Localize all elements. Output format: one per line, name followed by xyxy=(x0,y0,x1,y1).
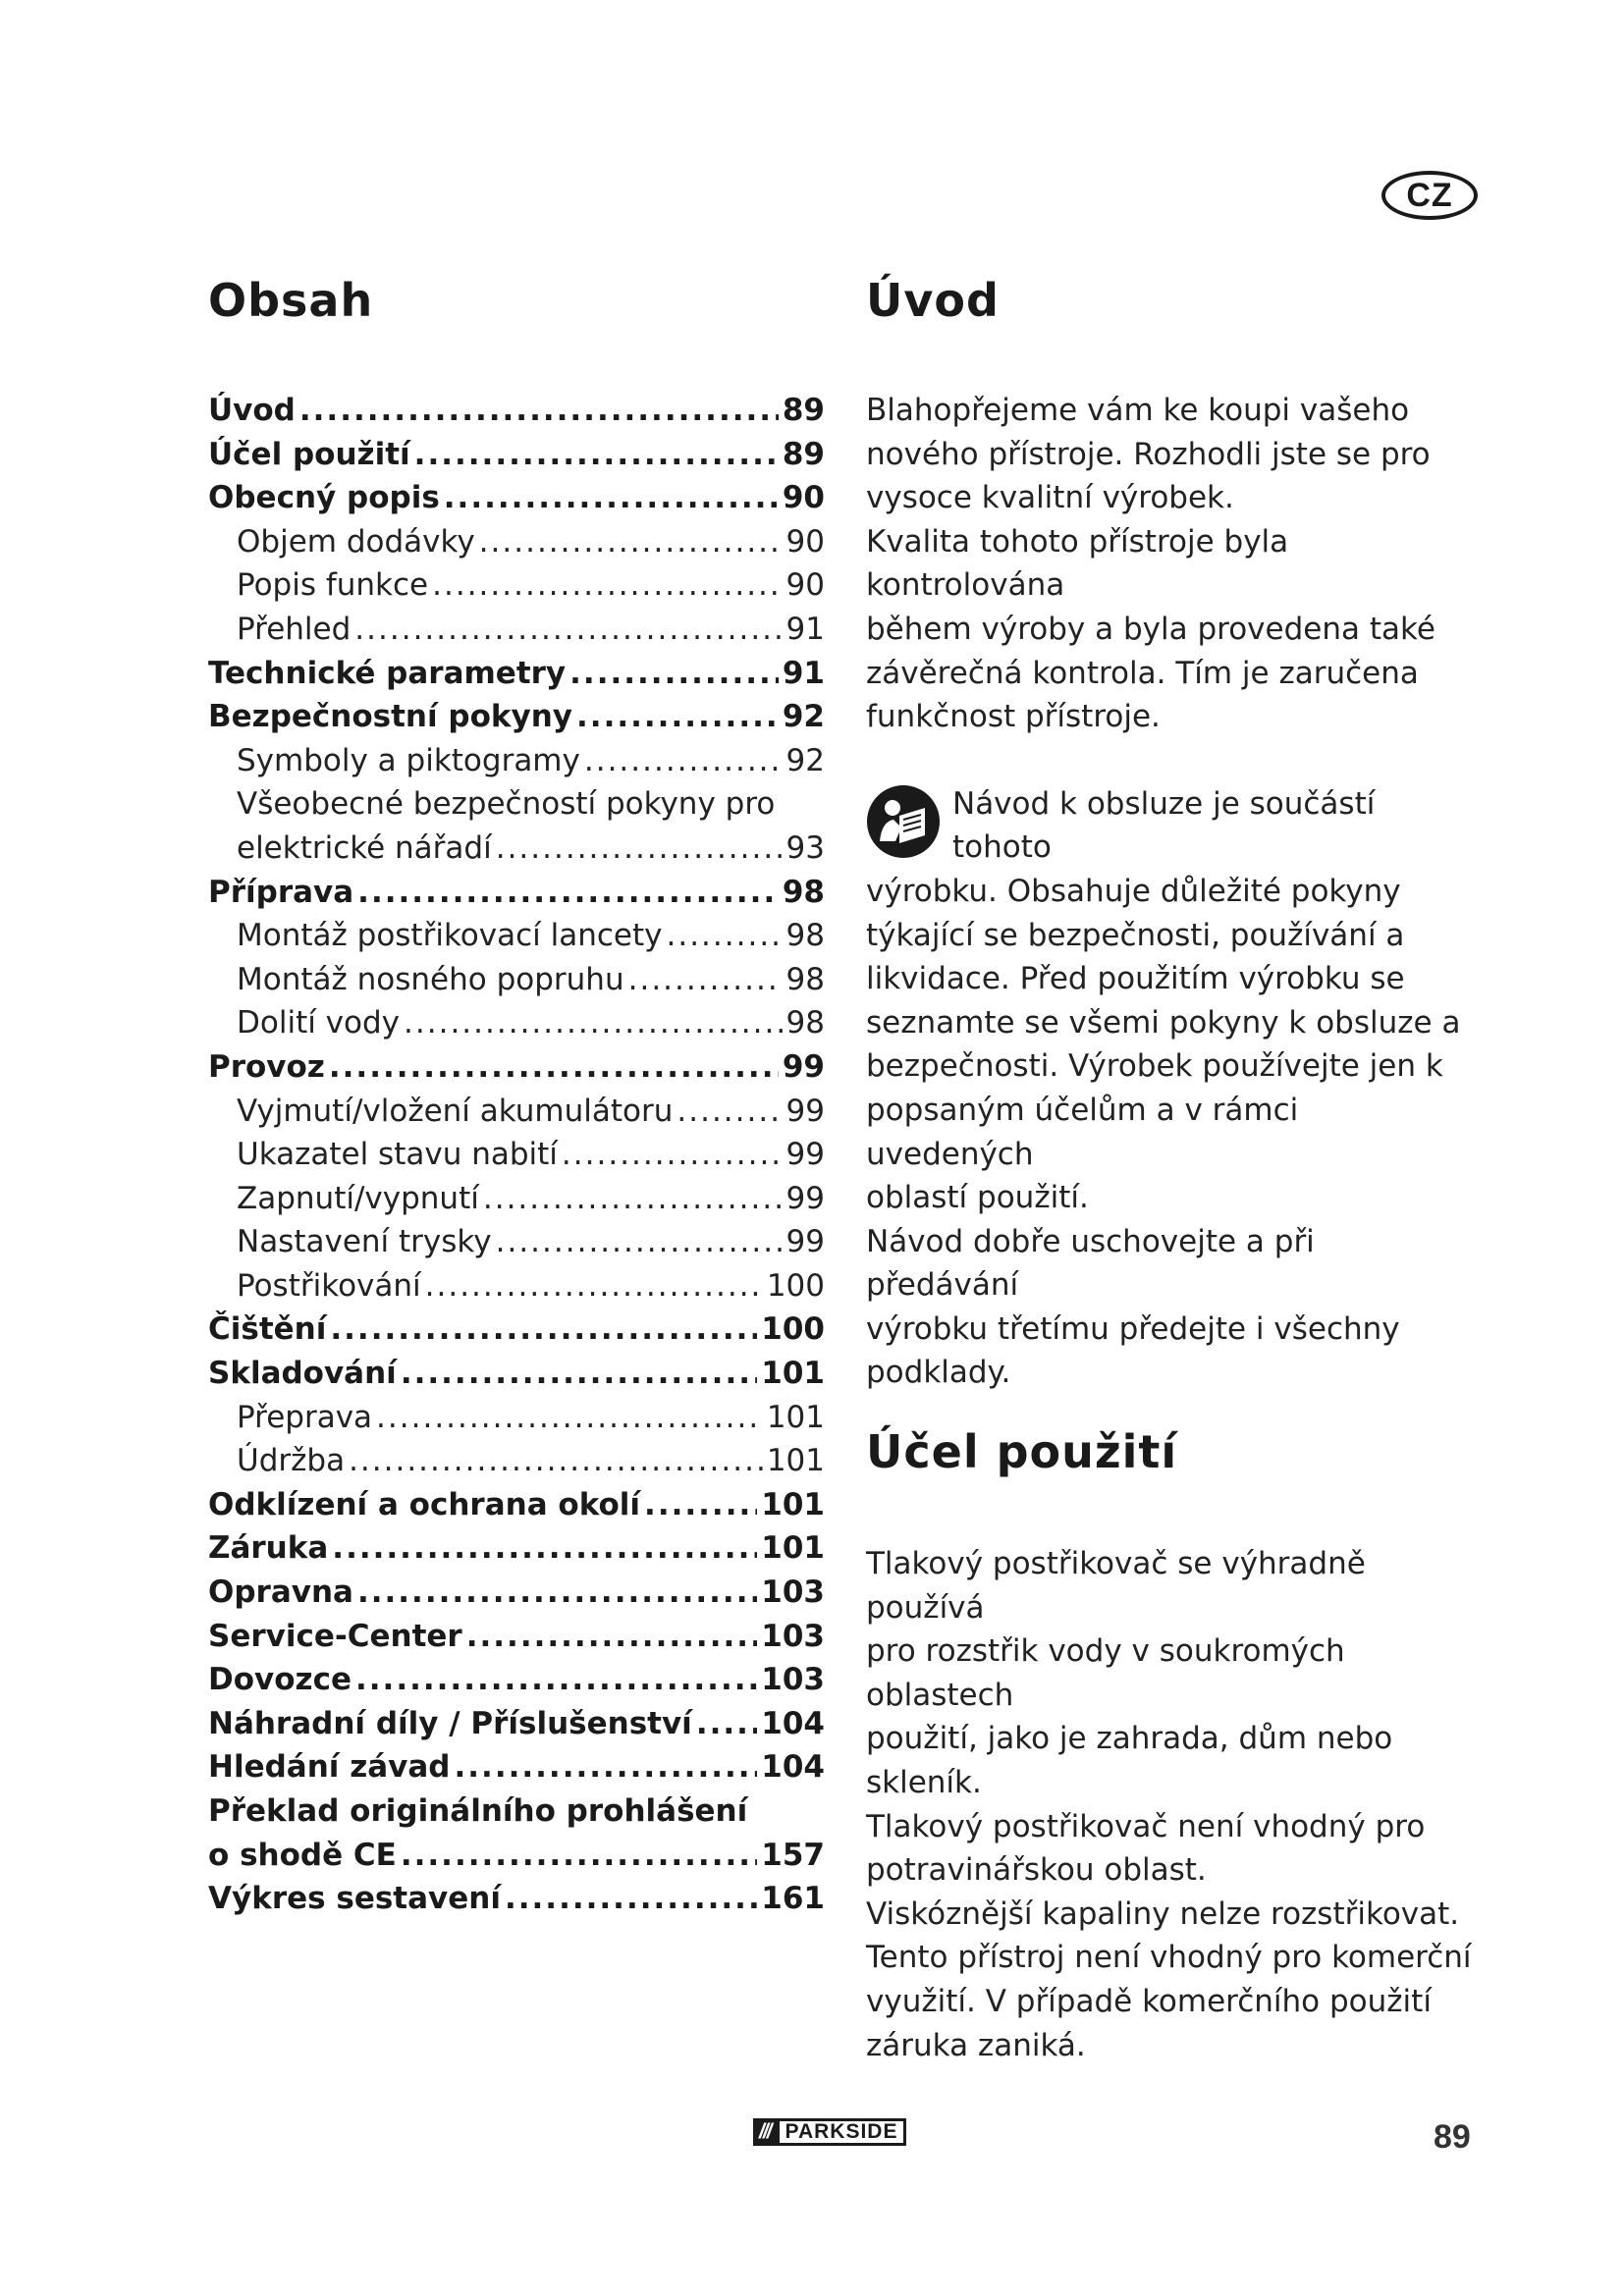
toc-entry xyxy=(208,1439,825,1483)
toc-entry-label: Obecný popis xyxy=(208,480,440,516)
toc-entry-label: Skladování xyxy=(208,1356,397,1392)
toc-leader-dots xyxy=(466,1615,758,1659)
purpose-line: využití. V případě komerčního použití xyxy=(866,1984,1432,2019)
toc-entry xyxy=(208,739,825,783)
toc-entry-label: Přehled xyxy=(237,611,352,647)
language-badge: CZ xyxy=(1381,171,1478,220)
toc-entry-page: 98 xyxy=(785,918,825,954)
toc-entry-label: Dolití vody xyxy=(237,1005,401,1041)
toc-leader-dots xyxy=(444,476,779,520)
toc-entry-label: Přeprava xyxy=(237,1399,373,1435)
toc-entry-page: 92 xyxy=(782,699,825,735)
toc-entry-label: Objem dodávky xyxy=(237,523,475,560)
toc-leader-dots xyxy=(349,1439,763,1483)
toc-entry xyxy=(208,827,825,871)
toc-entry xyxy=(208,520,825,564)
notice-line: likvidace. Před použitím výrobku se xyxy=(866,961,1405,997)
toc-leader-dots xyxy=(357,1571,757,1615)
toc-entry-label: elektrické nářadí xyxy=(237,829,492,866)
toc-leader-dots xyxy=(425,1264,763,1308)
toc-entry xyxy=(208,1834,825,1878)
toc-entry-page: 89 xyxy=(782,393,825,428)
notice-line: výrobku třetímu předejte i všechny podklady. xyxy=(866,1310,1400,1391)
toc-entry-page: 103 xyxy=(761,1662,825,1698)
toc-entry-label: Údržba xyxy=(237,1443,346,1479)
toc-leader-dots xyxy=(332,1526,757,1571)
intro-line: závěrečná kontrola. Tím je zaručena xyxy=(866,655,1419,691)
toc-column xyxy=(208,271,825,1921)
purpose-line: Viskóznější kapaliny nelze rozstřikovat. xyxy=(866,1896,1460,1932)
toc-entry-page: 99 xyxy=(785,1137,825,1173)
toc-entry-label: Popis funkce xyxy=(237,567,429,604)
toc-leader-dots xyxy=(483,1177,783,1221)
toc-entry-label: Výkres sestavení xyxy=(208,1881,501,1917)
toc-heading: Obsah xyxy=(208,274,374,327)
notice-line: Návod k obsluze je součástí tohoto xyxy=(952,785,1376,866)
page-number: 89 xyxy=(1434,2118,1471,2156)
toc-entry-label: Odklízení a ochrana okolí xyxy=(208,1486,641,1522)
toc-entry-label: Provoz xyxy=(208,1048,325,1085)
toc-leader-dots xyxy=(644,1483,757,1527)
toc-entry-page: 101 xyxy=(766,1399,825,1435)
toc-entry-page: 93 xyxy=(785,829,825,866)
toc-entry-page: 161 xyxy=(761,1881,825,1917)
toc-entry-label: o shodě CE xyxy=(208,1837,397,1873)
toc-entry xyxy=(208,1352,825,1396)
toc-entry-page: 98 xyxy=(785,1005,825,1041)
toc-entry xyxy=(208,1877,825,1921)
toc-entry-page: 91 xyxy=(782,655,825,691)
toc-leader-dots xyxy=(355,1658,757,1702)
toc-entry-page: 157 xyxy=(761,1837,825,1873)
toc-entry-label: Service-Center xyxy=(208,1618,462,1654)
toc-entry xyxy=(208,1220,825,1264)
toc-entry-label: Montáž nosného popruhu xyxy=(237,961,624,997)
toc-entry-label: Záruka xyxy=(208,1530,329,1567)
toc-entry-page: 99 xyxy=(785,1180,825,1216)
toc-entry-page: 98 xyxy=(785,961,825,997)
notice-line: týkající se bezpečnosti, používání a xyxy=(866,917,1405,953)
toc-entry-page: 92 xyxy=(785,742,825,778)
toc-entry xyxy=(208,1308,825,1352)
intro-heading: Úvod xyxy=(866,274,1000,327)
toc-entry-page: 101 xyxy=(761,1530,825,1567)
table-of-contents xyxy=(208,389,825,1921)
toc-entry-page: 99 xyxy=(785,1224,825,1260)
notice-line: Návod dobře uschovejte a při předávání xyxy=(866,1223,1315,1304)
toc-entry-label: Účel použití xyxy=(208,436,410,472)
toc-entry-page: 103 xyxy=(761,1575,825,1611)
toc-entry-page: 104 xyxy=(761,1705,825,1741)
toc-entry xyxy=(208,1177,825,1221)
toc-entry xyxy=(208,1615,825,1659)
toc-entry xyxy=(208,871,825,915)
toc-entry-label: Bezpečnostní pokyny xyxy=(208,699,573,735)
intro-line: nového přístroje. Rozhodli jste se pro xyxy=(866,436,1431,472)
toc-entry xyxy=(208,389,825,433)
purpose-line: Tento přístroj není vhodný pro komerční xyxy=(866,1940,1472,1976)
intro-line: Kvalita tohoto přístroje byla kontrolována xyxy=(866,523,1289,604)
brand-name: PARKSIDE xyxy=(777,2118,907,2146)
purpose-line: Tlakový postřikovač není vhodný pro xyxy=(866,1808,1426,1844)
notice-line: bezpečnosti. Výrobek používejte jen k xyxy=(866,1048,1443,1085)
toc-leader-dots xyxy=(404,1001,783,1045)
toc-entry-label: Hledání závad xyxy=(208,1749,451,1786)
toc-leader-dots xyxy=(357,871,779,915)
toc-entry-label: Zapnutí/vypnutí xyxy=(237,1180,479,1216)
toc-entry-label: Symboly a piktogramy xyxy=(237,742,580,778)
toc-entry xyxy=(208,1045,825,1090)
purpose-heading: Účel použití xyxy=(866,1425,1178,1479)
toc-leader-dots xyxy=(479,520,783,564)
toc-leader-dots xyxy=(576,695,779,739)
intro-line: Blahopřejeme vám ke koupi vašeho xyxy=(866,393,1410,428)
toc-entry-label: Náhradní díly / Příslušenství xyxy=(208,1705,692,1741)
toc-entry xyxy=(208,476,825,520)
toc-leader-dots xyxy=(628,958,783,1002)
toc-entry xyxy=(208,608,825,652)
toc-entry-page: 101 xyxy=(761,1356,825,1392)
toc-entry-page: 103 xyxy=(761,1618,825,1654)
notice-line: seznamte se všemi pokyny k obsluze a xyxy=(866,1004,1461,1041)
toc-entry-page: 91 xyxy=(785,611,825,647)
toc-entry xyxy=(208,1090,825,1134)
toc-leader-dots xyxy=(696,1702,757,1746)
brand-logo xyxy=(753,2118,906,2146)
intro-line: funkčnost přístroje. xyxy=(866,699,1161,735)
toc-leader-dots xyxy=(496,827,783,871)
toc-entry xyxy=(208,1571,825,1615)
toc-entry xyxy=(208,1745,825,1789)
toc-entry-label: Příprava xyxy=(208,874,354,910)
toc-entry-page: 99 xyxy=(782,1048,825,1085)
toc-entry-page: 100 xyxy=(761,1311,825,1348)
toc-leader-dots xyxy=(667,914,783,958)
toc-leader-dots xyxy=(376,1396,763,1440)
purpose-line: potravinářskou oblast. xyxy=(866,1852,1207,1889)
toc-leader-dots xyxy=(677,1090,782,1134)
manual-notice xyxy=(866,782,1475,1395)
toc-entry xyxy=(208,958,825,1002)
purpose-text xyxy=(866,1542,1475,2067)
toc-entry-page: 90 xyxy=(785,567,825,604)
notice-line: výrobku. Obsahuje důležité pokyny xyxy=(866,873,1401,909)
toc-entry-label: Opravna xyxy=(208,1575,353,1611)
toc-entry-page: 90 xyxy=(782,480,825,516)
toc-entry-page: 89 xyxy=(782,436,825,472)
toc-entry xyxy=(208,652,825,696)
toc-entry-label: Čištění xyxy=(208,1311,327,1348)
toc-leader-dots xyxy=(496,1220,783,1264)
toc-entry-label: Dovozce xyxy=(208,1662,352,1698)
intro-text xyxy=(866,389,1475,739)
purpose-line: pro rozstřik vody v soukromých oblastech xyxy=(866,1633,1345,1713)
intro-column xyxy=(866,271,1475,2067)
read-manual-icon xyxy=(866,784,941,859)
toc-entry-page: 99 xyxy=(785,1093,825,1129)
toc-entry-label: Technické parametry xyxy=(208,655,567,691)
notice-line: popsaným účelům a v rámci uvedených xyxy=(866,1092,1299,1172)
toc-entry-page: 104 xyxy=(761,1749,825,1786)
toc-entry-label: Vyjmutí/vložení akumulátoru xyxy=(237,1093,674,1129)
toc-entry-page: 101 xyxy=(761,1486,825,1522)
toc-leader-dots xyxy=(505,1877,757,1921)
toc-entry xyxy=(208,433,825,477)
toc-entry xyxy=(208,1483,825,1527)
toc-leader-dots xyxy=(401,1834,757,1878)
brand-stripes: /// xyxy=(759,2120,771,2143)
toc-leader-dots xyxy=(329,1045,779,1090)
toc-entry xyxy=(208,1001,825,1045)
toc-entry-page: 101 xyxy=(766,1443,825,1479)
purpose-line: použití, jako je zahrada, dům nebo skleník. xyxy=(866,1721,1393,1801)
toc-leader-dots xyxy=(401,1352,757,1396)
toc-entry xyxy=(208,1133,825,1177)
toc-entry xyxy=(208,1526,825,1571)
toc-entry xyxy=(208,1396,825,1440)
toc-entry-label: Všeobecné bezpečností pokyny pro xyxy=(237,786,776,823)
toc-leader-dots xyxy=(299,389,779,433)
toc-entry-label: Úvod xyxy=(208,393,296,428)
toc-entry-page: 100 xyxy=(766,1267,825,1304)
toc-entry xyxy=(208,1789,825,1834)
purpose-line: záruka zaniká. xyxy=(866,2027,1086,2063)
toc-entry xyxy=(208,563,825,608)
toc-entry xyxy=(208,914,825,958)
toc-leader-dots xyxy=(432,563,782,608)
toc-entry-label: Montáž postřikovací lancety xyxy=(237,918,663,954)
toc-entry xyxy=(208,782,825,827)
toc-entry xyxy=(208,695,825,739)
toc-leader-dots xyxy=(562,1133,783,1177)
toc-entry-page: 98 xyxy=(782,874,825,910)
toc-entry-label: Překlad originálního prohlášení xyxy=(208,1793,748,1829)
toc-leader-dots xyxy=(584,739,783,783)
notice-line: oblastí použití. xyxy=(866,1180,1089,1216)
toc-entry-label: Postřikování xyxy=(237,1267,421,1304)
toc-leader-dots xyxy=(454,1745,757,1789)
toc-leader-dots xyxy=(330,1308,757,1352)
toc-leader-dots xyxy=(354,608,782,652)
intro-line: během výroby a byla provedena také xyxy=(866,611,1435,647)
purpose-line: Tlakový postřikovač se výhradně používá xyxy=(866,1546,1366,1626)
toc-entry xyxy=(208,1702,825,1746)
toc-leader-dots xyxy=(414,433,779,477)
toc-entry xyxy=(208,1264,825,1308)
toc-entry-label: Nastavení trysky xyxy=(237,1224,492,1260)
toc-entry xyxy=(208,1658,825,1702)
toc-entry-label: Ukazatel stavu nabití xyxy=(237,1137,558,1173)
toc-entry-page: 90 xyxy=(785,523,825,560)
toc-leader-dots xyxy=(569,652,779,696)
intro-line: vysoce kvalitní výrobek. xyxy=(866,480,1234,516)
